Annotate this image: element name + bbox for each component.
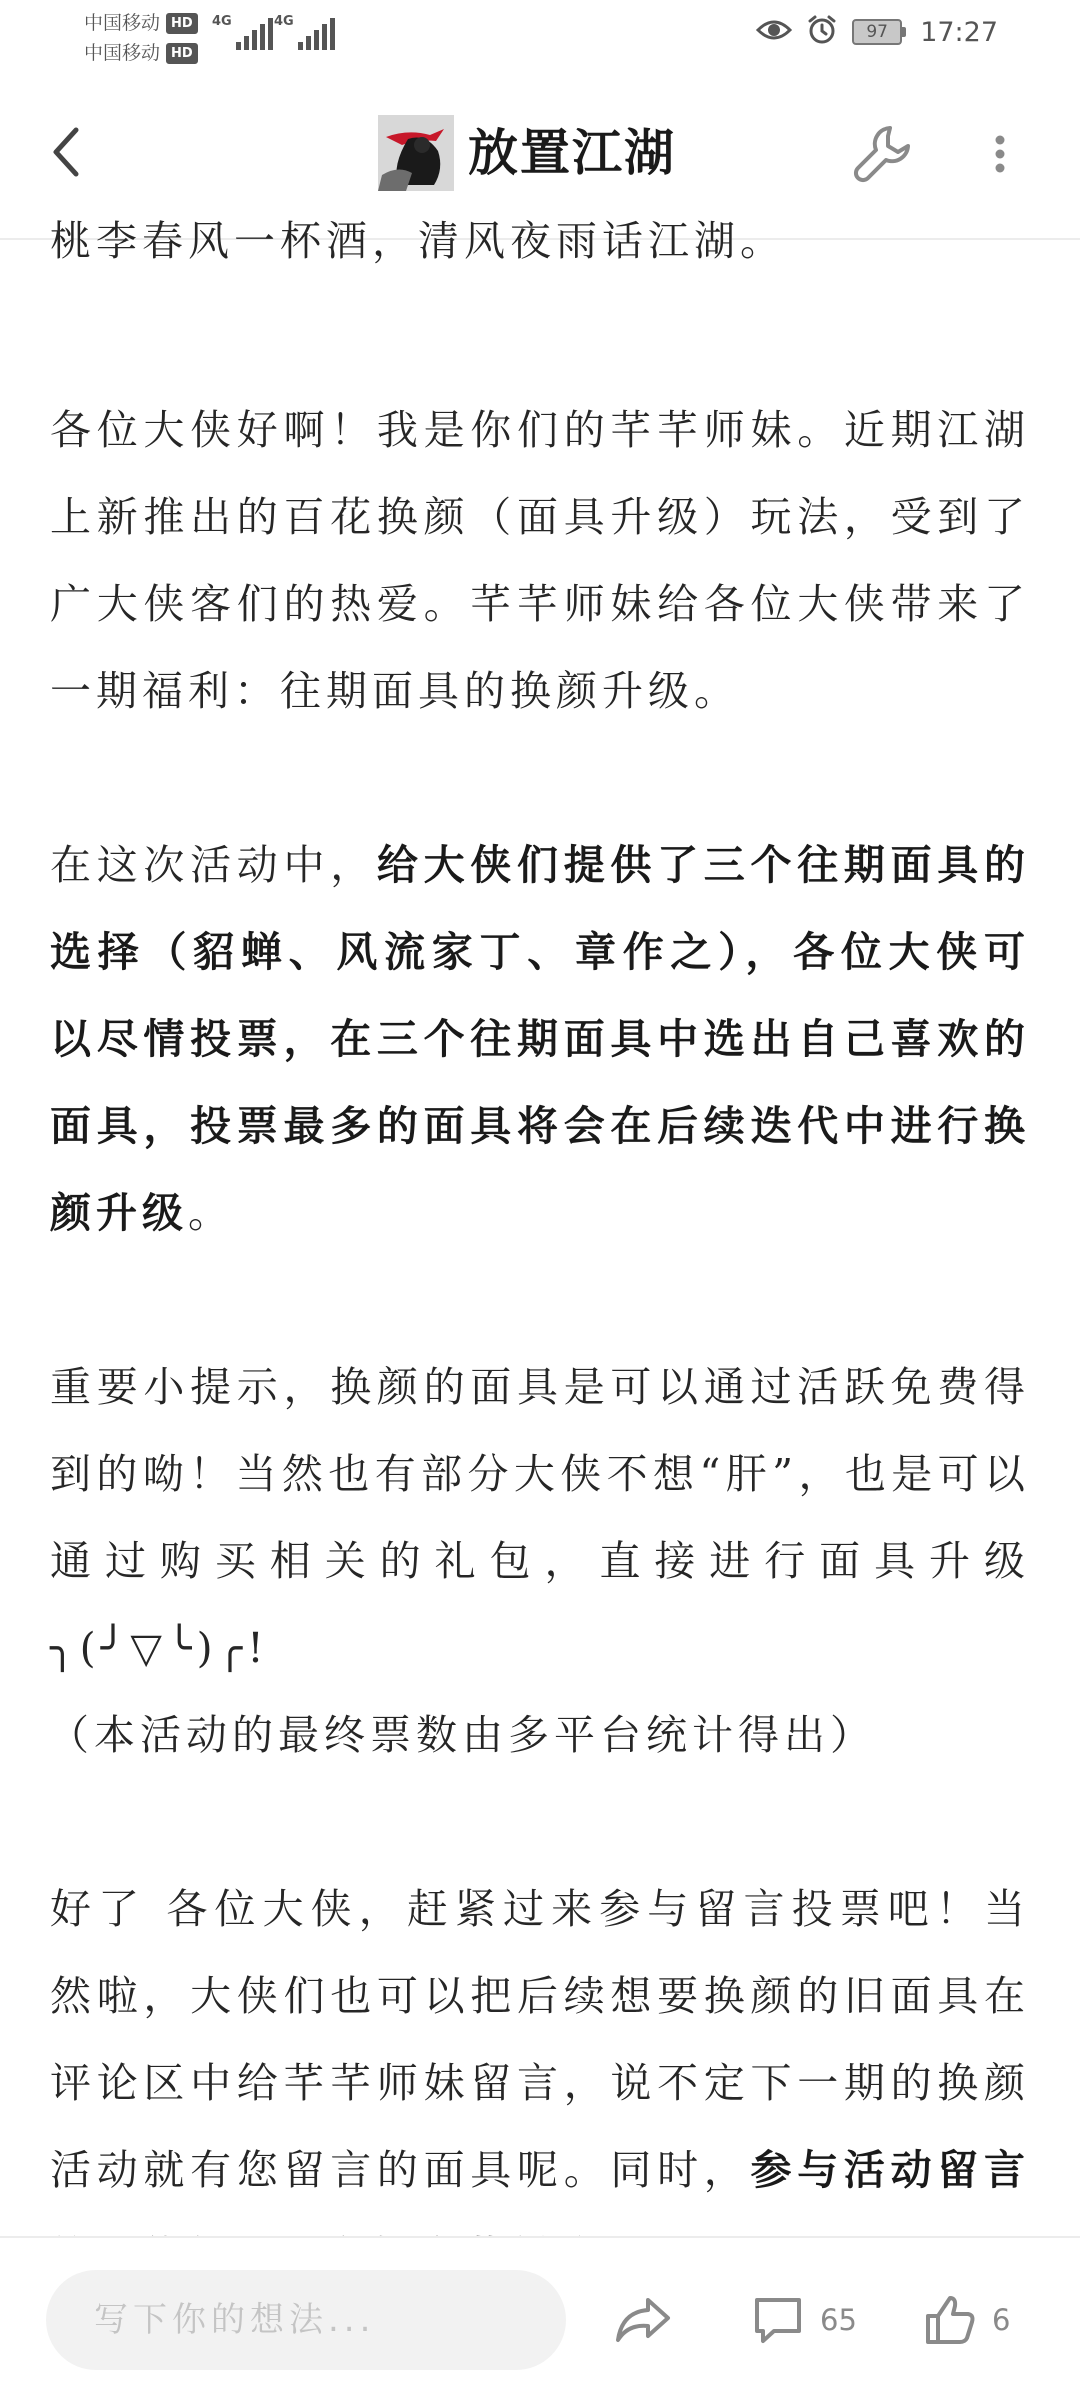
- comment-count: 65: [820, 2303, 857, 2337]
- carrier-name-1: 中国移动: [84, 12, 161, 34]
- activity-end-text: 。: [188, 1189, 234, 1237]
- hd-badge-2: HD: [166, 43, 198, 64]
- article-content: [0, 217, 1080, 2236]
- status-bar: [0, 0, 1080, 72]
- share-arrow-icon: [614, 2294, 672, 2346]
- activity-lead-text: 在这次活动中，: [50, 841, 377, 889]
- comment-bubble-icon: [752, 2295, 804, 2345]
- signal-bars-icon: [298, 14, 335, 50]
- battery-icon: [852, 19, 906, 45]
- cta-highlight-text: 参与活动留言: [750, 2146, 1030, 2194]
- status-icons: [756, 14, 998, 50]
- game-logo: [378, 115, 454, 191]
- paragraph-intro: 桃李春风一杯酒，清风夜雨话江湖。: [50, 217, 786, 265]
- thumbs-up-icon: [924, 2294, 976, 2346]
- paragraph-tip: 重要小提示，换颜的面具是可以通过活跃免费得到的呦！当然也有部分大侠不想“肝”，也是可以通过购买相关的礼包，直接进行面具升级╮(╯▽╰)╭!: [50, 1363, 1030, 1672]
- wrench-icon: [850, 122, 914, 186]
- clock: 17:27: [920, 16, 998, 48]
- bottom-action-bar: [0, 2236, 1080, 2402]
- like-button[interactable]: [924, 2280, 1010, 2360]
- more-options-button[interactable]: [976, 122, 1024, 186]
- network-type-1: 4G: [212, 14, 232, 29]
- more-vertical-icon: [994, 132, 1006, 176]
- eye-icon: [756, 17, 792, 47]
- comment-input[interactable]: [46, 2270, 566, 2370]
- network-type-2: 4G: [274, 14, 294, 29]
- signal-bars-icon: [236, 14, 273, 50]
- hd-badge-1: HD: [166, 13, 198, 34]
- like-count: 6: [992, 2303, 1011, 2337]
- share-button[interactable]: [614, 2280, 672, 2360]
- page-title: 放置江湖: [468, 123, 676, 182]
- comments-button[interactable]: [752, 2280, 857, 2360]
- paragraph-note: （本活动的最终票数由多平台统计得出）: [48, 1711, 876, 1759]
- chevron-left-icon: [46, 124, 86, 180]
- cta-lead-text: 好了 各位大侠，赶紧过来参与留言投票吧！当然啦，大侠们也可以把后续想要换颜的旧面具在评论区中给芊芊师妹留言，说不定下一期的换颜活动就有您留言的面具呢。同时，: [50, 1885, 1030, 2194]
- alarm-icon: [806, 14, 838, 50]
- tool-button[interactable]: [848, 120, 916, 188]
- paragraph-greeting: 各位大侠好啊！我是你们的芊芊师妹。近期江湖上新推出的百花换颜（面具升级）玩法，受到了广大侠客们的热爱。芊芊师妹给各位大侠带来了一期福利：往期面具的换颜升级。: [50, 406, 1030, 715]
- signal-strength-1: [212, 14, 273, 50]
- paragraph-activity: [50, 822, 1030, 1257]
- signal-strength-2: [274, 14, 335, 50]
- carrier-name-2: 中国移动: [84, 42, 161, 64]
- carrier-info: [84, 8, 198, 68]
- activity-highlight-text: 给大侠们提供了三个往期面具的选择（貂蝉、风流家丁、章作之），各位大侠可以尽情投票，在三个往期面具中选出自己喜欢的面具，投票最多的面具将会在后续迭代中进行换颜升级: [50, 841, 1031, 1237]
- battery-level: 97: [852, 19, 902, 45]
- back-button[interactable]: [36, 122, 96, 182]
